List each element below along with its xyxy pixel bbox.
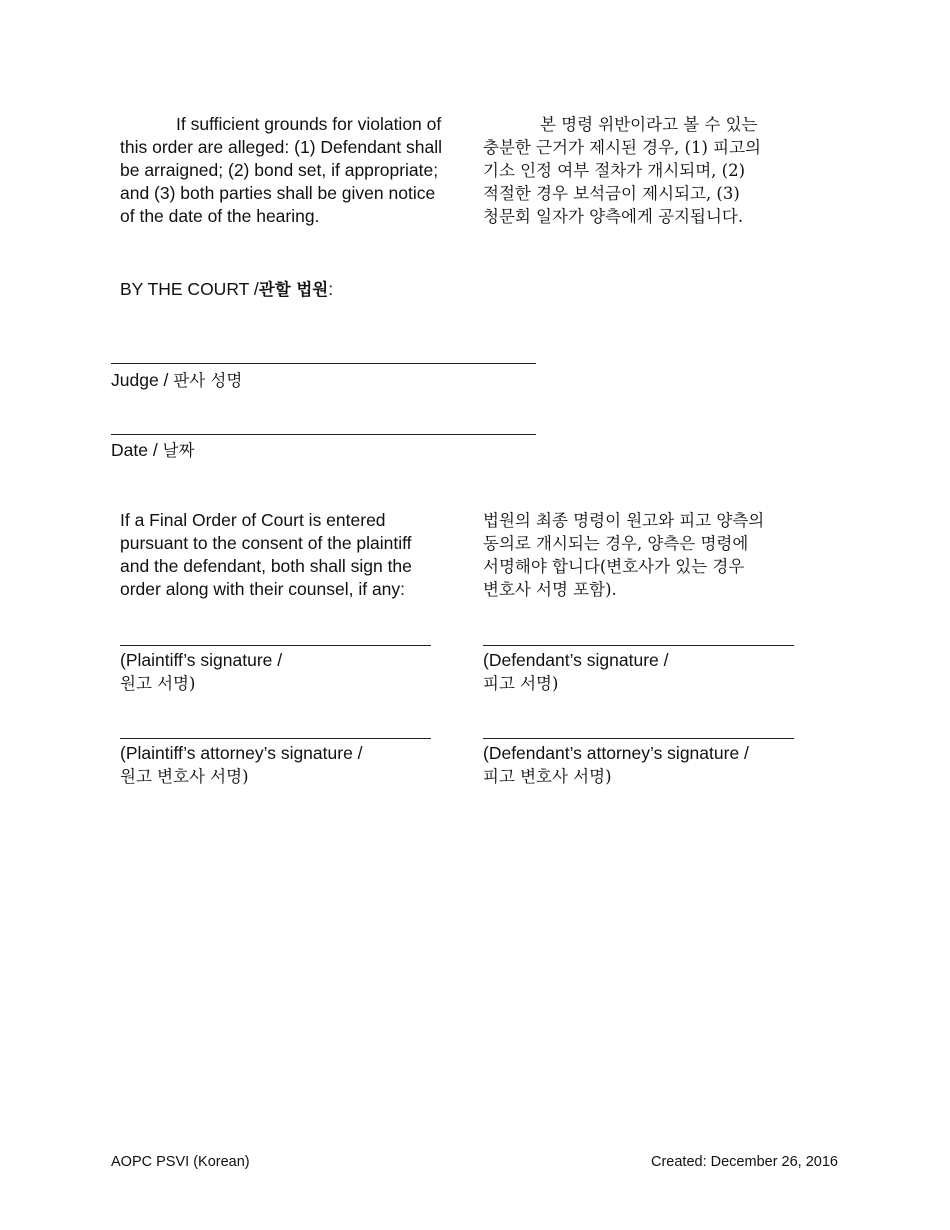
by-the-court-colon: :	[328, 279, 334, 299]
final-order-paragraph-en	[120, 509, 470, 601]
plaintiff-signature-ko: 원고 서명)	[120, 674, 196, 693]
defendant-attorney-signature-en: (Defendant’s attorney’s signature /	[483, 743, 749, 763]
final-order-ko-line-4: 변호사 서명 포함).	[483, 580, 617, 599]
violation-en-line-5: of the date of the hearing.	[120, 206, 320, 226]
plaintiff-signature-line[interactable]	[120, 645, 431, 646]
violation-ko-line-5: 청문회 일자가 양측에게 공지됩니다.	[483, 207, 744, 226]
defendant-signature-en: (Defendant’s signature /	[483, 650, 669, 670]
violation-en-line-1: If sufficient grounds for violation of	[176, 114, 442, 134]
violation-en-line-3: be arraigned; (2) bond set, if appropriate;	[120, 160, 439, 180]
violation-en-line-4: and (3) both parties shall be given notice	[120, 183, 436, 203]
violation-ko-line-3: 기소 인정 여부 절차가 개시되며, (2)	[483, 161, 746, 180]
plaintiff-attorney-signature-line[interactable]	[120, 738, 431, 739]
footer-form-id: AOPC PSVI (Korean)	[111, 1154, 250, 1170]
final-order-en-line-4: order along with their counsel, if any:	[120, 579, 406, 599]
judge-label	[111, 369, 242, 392]
final-order-ko-line-3: 서명해야 합니다(변호사가 있는 경우	[483, 557, 745, 576]
judge-label-en: Judge /	[111, 370, 174, 390]
violation-ko-line-2: 충분한 근거가 제시된 경우, (1) 피고의	[483, 138, 761, 157]
by-the-court-ko: 관할 법원	[258, 280, 329, 299]
date-label	[111, 439, 194, 462]
plaintiff-signature-label	[120, 649, 282, 695]
defendant-attorney-signature-ko: 피고 변호사 서명)	[483, 767, 612, 786]
plaintiff-signature-en: (Plaintiff’s signature /	[120, 650, 283, 670]
final-order-ko-line-1: 법원의 최종 명령이 원고와 피고 양측의	[483, 511, 765, 530]
date-signature-line[interactable]	[111, 434, 536, 435]
defendant-attorney-signature-label	[483, 742, 749, 788]
defendant-signature-label	[483, 649, 669, 695]
date-label-en: Date /	[111, 440, 163, 460]
violation-paragraph-en	[120, 113, 470, 228]
defendant-signature-line[interactable]	[483, 645, 794, 646]
judge-label-ko: 판사 성명	[173, 371, 243, 390]
defendant-signature-ko: 피고 서명)	[483, 674, 559, 693]
plaintiff-attorney-signature-ko: 원고 변호사 서명)	[120, 767, 249, 786]
final-order-en-line-2: pursuant to the consent of the plaintiff	[120, 533, 412, 553]
final-order-paragraph-ko	[483, 509, 843, 601]
plaintiff-attorney-signature-en: (Plaintiff’s attorney’s signature /	[120, 743, 363, 763]
violation-en-line-2: this order are alleged: (1) Defendant shall	[120, 137, 442, 157]
judge-signature-line[interactable]	[111, 363, 536, 364]
by-the-court-en: BY THE COURT /	[120, 279, 259, 299]
final-order-en-line-1: If a Final Order of Court is entered	[120, 510, 386, 530]
final-order-ko-line-2: 동의로 개시되는 경우, 양측은 명령에	[483, 534, 749, 553]
violation-ko-line-1: 본 명령 위반이라고 볼 수 있는	[540, 115, 758, 134]
defendant-attorney-signature-line[interactable]	[483, 738, 794, 739]
final-order-en-line-3: and the defendant, both shall sign the	[120, 556, 412, 576]
by-the-court-heading	[120, 276, 333, 300]
footer-created-date: Created: December 26, 2016	[651, 1154, 838, 1170]
date-label-ko: 날짜	[162, 441, 195, 460]
plaintiff-attorney-signature-label	[120, 742, 363, 788]
violation-paragraph-ko	[483, 113, 843, 228]
violation-ko-line-4: 적절한 경우 보석금이 제시되고, (3)	[483, 184, 740, 203]
